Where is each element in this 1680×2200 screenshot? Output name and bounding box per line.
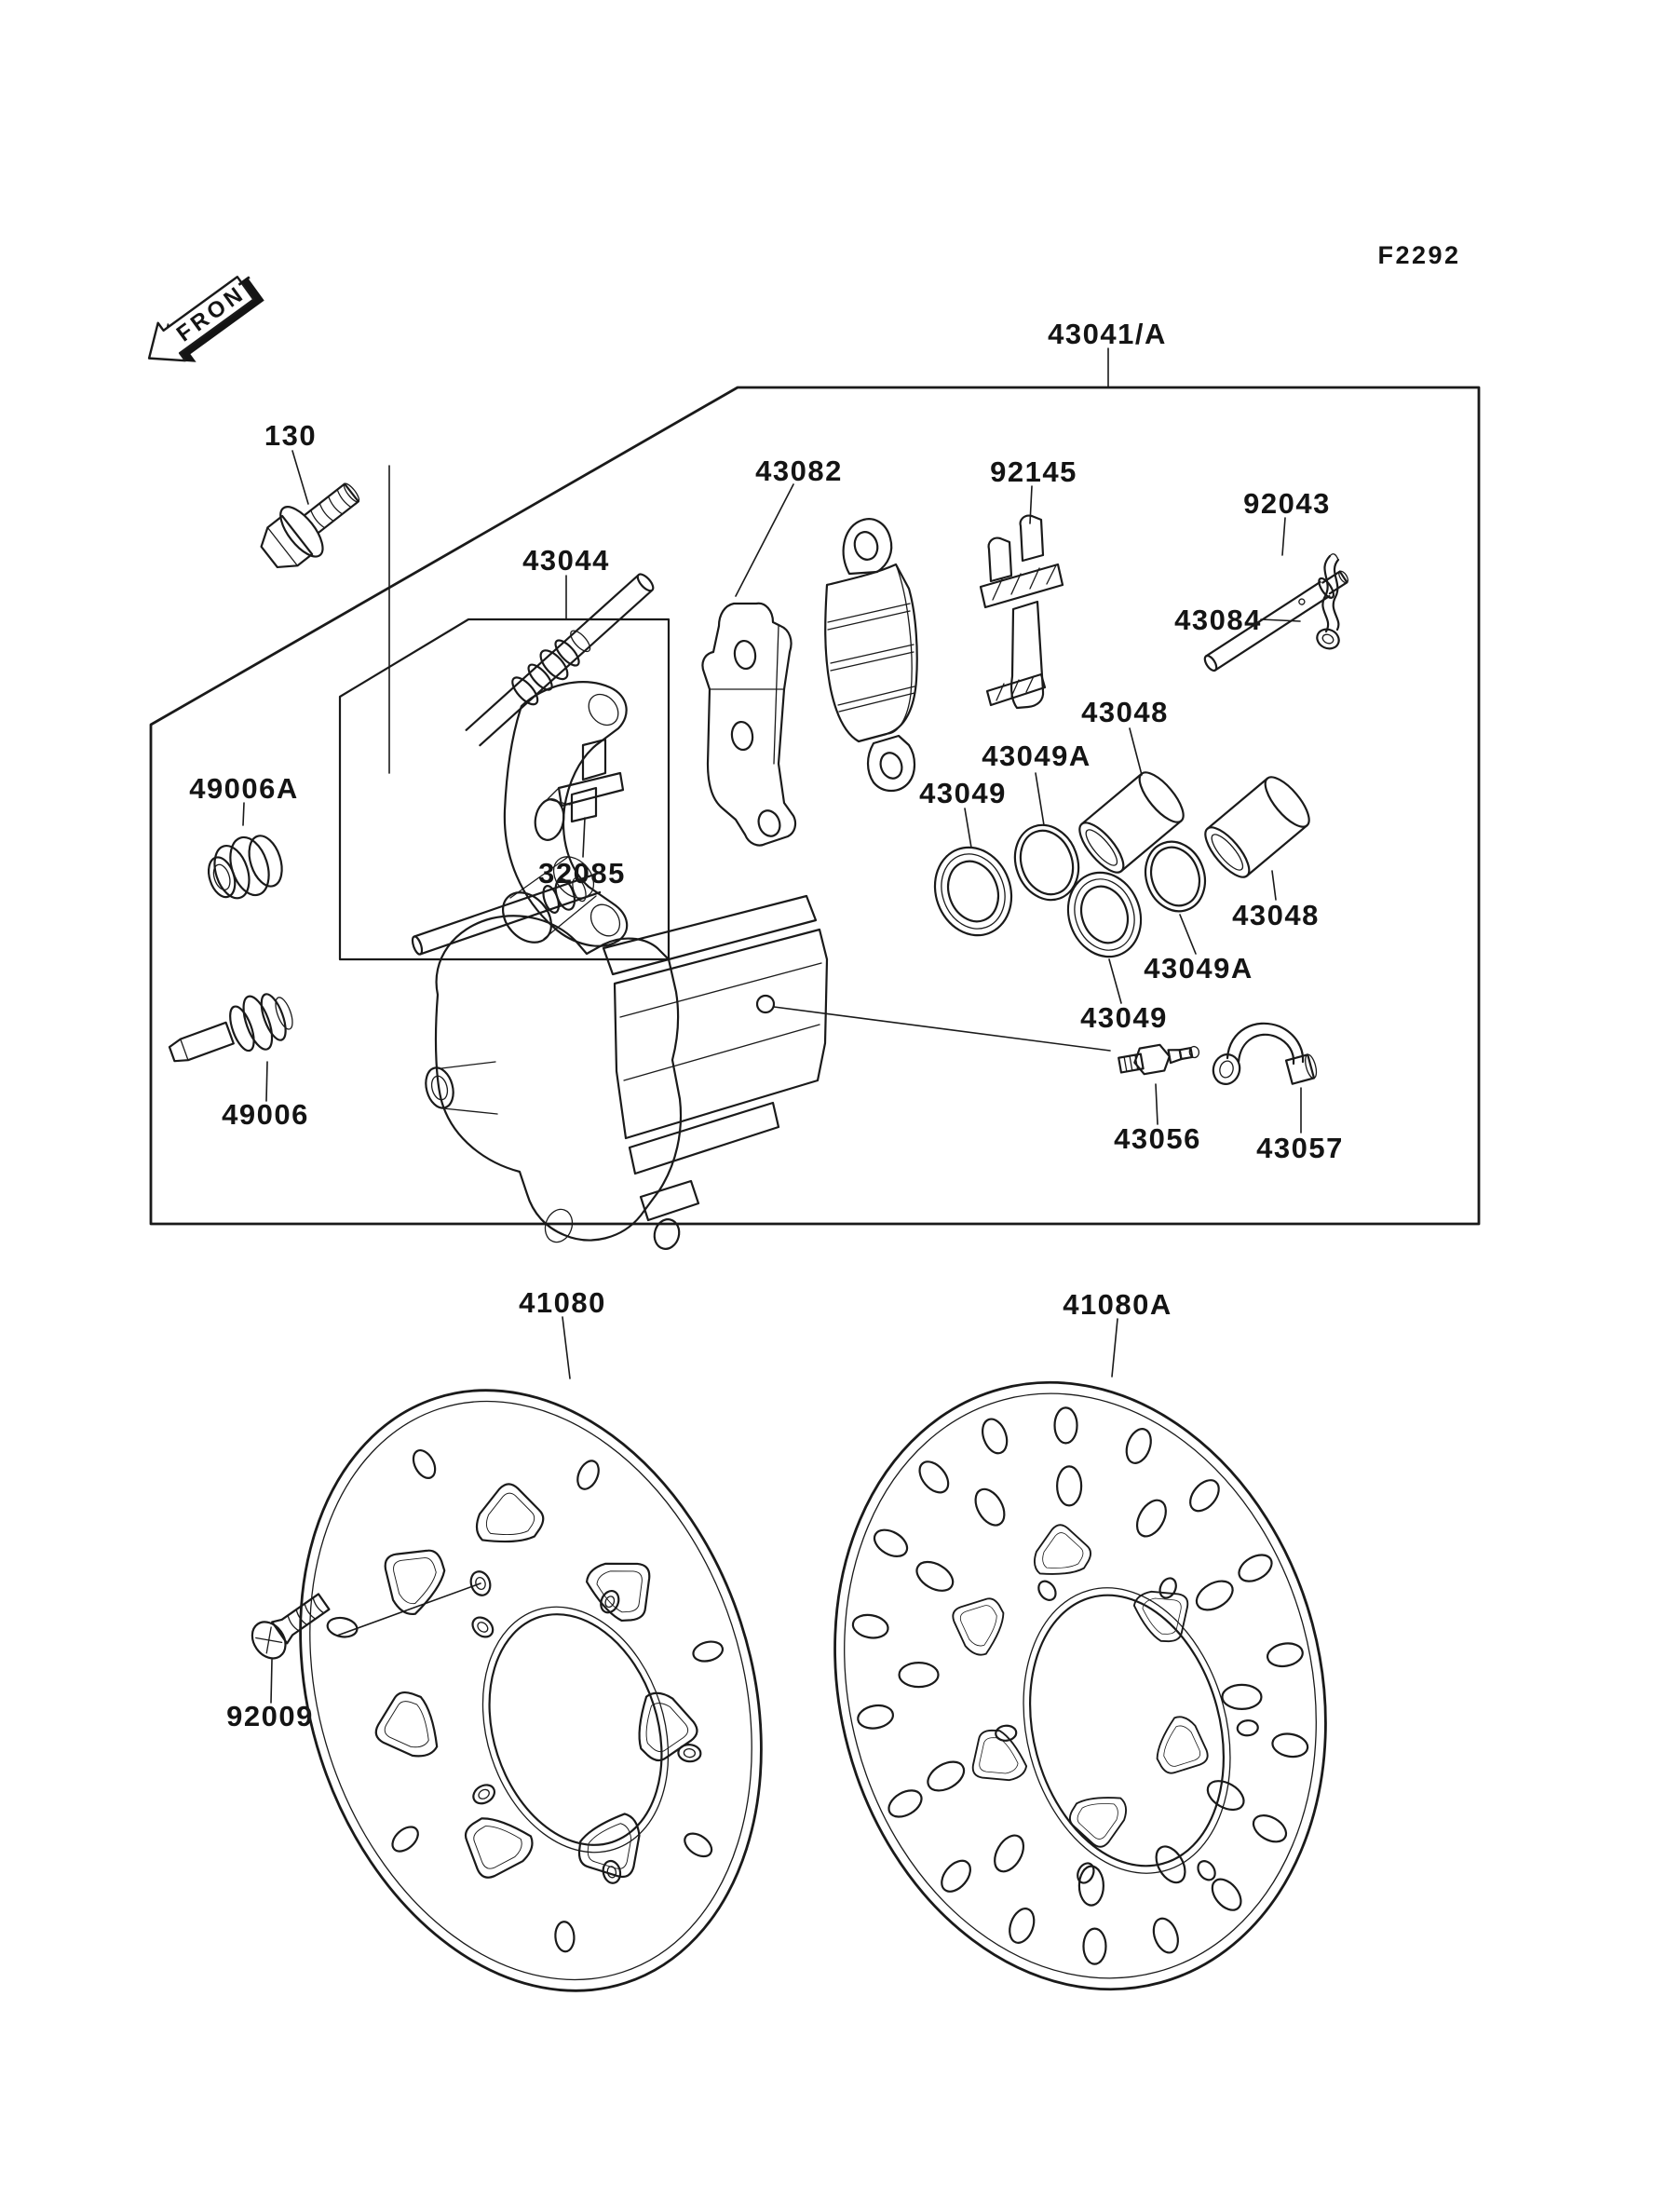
pin-boot-rib-1 (225, 1003, 259, 1053)
callout-43049-upper: 43049 (919, 777, 1007, 809)
holder-upper-eye (583, 688, 625, 731)
pin-shaft (169, 1023, 234, 1065)
left-pad-tab-hole (755, 808, 783, 839)
caliper-rail-upper (603, 896, 816, 974)
disc-vent-hole (1266, 1641, 1305, 1669)
leader-130 (292, 451, 308, 504)
disc-vent-hole (691, 1638, 725, 1664)
figure-code: F2292 (1377, 241, 1461, 269)
caliper-bottom-tang (641, 1181, 698, 1220)
disc-vent-hole (409, 1446, 440, 1482)
part-43049-seal-upper (923, 836, 1023, 946)
disc-mount-hole (470, 1781, 498, 1807)
disc-braking-band-edge (780, 1340, 1380, 2032)
disc-vent-hole (681, 1829, 716, 1861)
spring-prong-1 (1021, 516, 1043, 561)
caliper-banjo-eye (541, 1205, 577, 1245)
holder-upper-pin (461, 566, 660, 751)
disc-vent-hole (936, 1855, 976, 1897)
right-pad-bottom-tab (868, 736, 915, 791)
valve-hex (1132, 1043, 1172, 1075)
disc-petal-chamfer (465, 1821, 524, 1877)
part-43048-piston-lower (1199, 770, 1317, 883)
part-92009-disc-screw (246, 1585, 335, 1664)
leader-41080 (562, 1317, 570, 1378)
front-arrow-label: FRONT (171, 270, 264, 347)
caliper-bleed-port (757, 996, 774, 1012)
right-pad-grooves (828, 604, 915, 712)
pad-pin-end (1202, 654, 1218, 672)
disc-petal-chamfer (381, 1544, 442, 1608)
leader-32085 (583, 818, 585, 857)
left-pad-hole-2 (730, 721, 754, 752)
disc-petal-cutout (367, 1687, 440, 1767)
clip-tab (572, 788, 596, 822)
disc-vent-hole (856, 1703, 895, 1731)
part-43057-hose-guide (1210, 1024, 1318, 1087)
leader-43049a-upper (1036, 773, 1044, 825)
disc-hub-flange (993, 1565, 1260, 1897)
left-pad-edges (710, 626, 784, 764)
disc-vent-hole (885, 1786, 927, 1823)
callout-41080a: 41080A (1063, 1288, 1172, 1321)
disc-mount-hole (996, 1725, 1017, 1742)
callout-43057: 43057 (1256, 1132, 1344, 1164)
disc-vent-hole (851, 1612, 890, 1640)
callout-92043: 92043 (1243, 487, 1331, 520)
disc-vent-hole (388, 1822, 423, 1855)
leader-49006a (243, 803, 244, 825)
disc-vent-hole (969, 1485, 1010, 1530)
guide-cap-body (1286, 1054, 1314, 1083)
part-43049a-seal-lower (1136, 834, 1214, 920)
callout-43048-upper: 43048 (1081, 696, 1169, 728)
guide-eyelet (1210, 1052, 1242, 1087)
leader-43056 (1156, 1084, 1158, 1124)
disc-vent-hole (1005, 1906, 1038, 1947)
disc-vent-hole (1150, 1841, 1191, 1887)
upper-pin-boot-3 (551, 637, 582, 670)
callout-41080: 41080 (519, 1286, 606, 1319)
seal-inner (940, 854, 1006, 929)
spring-band-hatch (993, 565, 1056, 600)
disc-vent-hole (1207, 1874, 1247, 1916)
piston-lower-sides (1208, 779, 1307, 876)
caliper-rail-lower (630, 1103, 779, 1174)
disc-petal-cutout (368, 1532, 454, 1620)
disc-vent-hole (1192, 1575, 1238, 1616)
callout-130: 130 (264, 419, 318, 452)
piston-upper-open-end (1073, 816, 1131, 878)
left-pad-hole-1 (733, 640, 757, 671)
disc-mount-hole-inner (606, 1866, 616, 1879)
part-41080-brake-disc (226, 1330, 836, 2051)
callout-43041a: 43041/A (1048, 318, 1167, 350)
part-43049a-seal-upper (1005, 816, 1089, 909)
disc-mount-hole (1237, 1719, 1258, 1736)
disc-petal-chamfer (969, 1731, 1021, 1785)
disc-vent-hole (989, 1830, 1030, 1876)
disc-outer-edge (768, 1326, 1391, 2044)
disc-hub-bore (461, 1592, 690, 1867)
disc-vent-hole (1083, 1929, 1105, 1964)
disc-vent-hole (1055, 1407, 1077, 1443)
callout-labels (189, 318, 1344, 1732)
disc-vent-hole (978, 1416, 1011, 1457)
disc-petal-cutout (475, 1483, 544, 1542)
callout-43044: 43044 (522, 544, 610, 577)
disc-vent-hole (912, 1556, 957, 1597)
disc-vent-hole (1185, 1474, 1225, 1516)
leader-43082 (736, 484, 793, 596)
disc-hub-bore (1001, 1573, 1253, 1888)
disc-vent-hole (326, 1616, 359, 1639)
disc-petal-cutout (958, 1722, 1031, 1797)
disc-vent-hole (1057, 1466, 1081, 1505)
pin-tip-step (181, 1039, 188, 1061)
caliper-bottom-eye (651, 1216, 682, 1252)
disc-vent-hole (900, 1663, 939, 1687)
seal-outer (923, 836, 1023, 946)
left-pad-backplate (702, 604, 795, 846)
disc-mount-hole (1036, 1578, 1060, 1603)
leader-49006 (266, 1062, 267, 1101)
piston-lower-open-end (1199, 821, 1256, 883)
upper-pin-tip (635, 572, 656, 593)
part-130-mount-bolt (251, 467, 373, 580)
pin-boot-rib-3 (256, 991, 291, 1043)
leader-41080a (1112, 1319, 1118, 1377)
leader-92009 (271, 1660, 272, 1703)
oring-outer (1136, 834, 1214, 920)
callout-43082: 43082 (755, 455, 843, 487)
part-41080a-brake-disc (768, 1326, 1391, 2044)
disc-vent-hole (1131, 1495, 1172, 1541)
disc-petal-cutout (942, 1587, 1009, 1659)
pin-boot-rib-2 (237, 993, 278, 1053)
boot-rib-2 (224, 833, 276, 901)
disc-petal-cutout (570, 1809, 657, 1892)
piston-lower-crown (1258, 770, 1316, 833)
bolt-hex-facets (254, 527, 297, 576)
r-clip-loop-inner (1321, 632, 1335, 645)
disc-vent-hole (1149, 1915, 1183, 1956)
guide-eyelet-hole (1218, 1059, 1235, 1079)
spring-band (981, 564, 1063, 607)
piston-upper-crown (1132, 766, 1190, 828)
disc-vent-hole (1249, 1810, 1291, 1847)
pin-boot-end (272, 996, 295, 1032)
disc-petal-chamfer (378, 1697, 431, 1755)
caliper-inlet-boss-sides (441, 1062, 497, 1114)
part-43048-piston-upper (1073, 766, 1191, 878)
part-43044-caliper-holder (409, 566, 661, 961)
disc-mount-hole (468, 1613, 496, 1640)
disc-vent-hole (1270, 1731, 1309, 1759)
part-92145-pad-spring (981, 516, 1063, 708)
pointer-disc-hole-to-screw (337, 1583, 481, 1636)
disc-vent-hole (554, 1922, 575, 1952)
callout-92145: 92145 (990, 455, 1077, 488)
spring-prong-2 (989, 538, 1011, 581)
disc-vent-hole (870, 1525, 912, 1562)
guide-tube-inner (1239, 1035, 1294, 1064)
pad-pin-cross-hole (1298, 598, 1306, 605)
part-43082-brake-pads (702, 519, 916, 845)
disc-mount-hole-inner (684, 1748, 696, 1758)
bolt-flange (273, 500, 330, 564)
disc-vent-hole (1122, 1426, 1156, 1467)
disc-vent-hole (914, 1457, 954, 1499)
part-49006-slide-pin (162, 985, 299, 1080)
disc-vent-hole (574, 1458, 603, 1492)
disc-mount-hole (1157, 1576, 1179, 1601)
leader-43048-lower (1272, 871, 1276, 900)
right-pad-tab-hole-bottom (877, 750, 905, 781)
r-clip-top-bend (1330, 554, 1338, 560)
leader-43049-lower (1109, 959, 1121, 1003)
callout-49006a: 49006A (189, 772, 299, 805)
caliper-rail-center (615, 930, 827, 1138)
disc-mount-hole (678, 1744, 701, 1762)
boot-mouth (204, 854, 239, 901)
disc-mount-hole-inner (477, 1787, 491, 1800)
right-pad-tab-hole-top (852, 529, 881, 562)
disc-mount-hole (1075, 1861, 1097, 1886)
disc-petal-cutout (1150, 1713, 1218, 1785)
disc-vent-hole (923, 1756, 969, 1797)
caliper-rail-ribs (620, 963, 821, 1080)
callout-43049-lower: 43049 (1080, 1001, 1168, 1034)
leader-43049a-lower (1180, 915, 1196, 954)
holder-lower-eye (585, 899, 626, 942)
callout-43049a-upper: 43049A (982, 740, 1091, 772)
callout-49006: 49006 (222, 1098, 309, 1131)
lower-pin-tip (411, 935, 424, 956)
front-direction-arrow (135, 262, 274, 383)
callout-43048-lower: 43048 (1232, 899, 1320, 931)
disc-petal-chamfer (1140, 1586, 1192, 1639)
callout-92009: 92009 (226, 1700, 314, 1732)
caliper-main-outline (436, 916, 681, 1240)
part-caliper-body (422, 849, 827, 1251)
seal-inner (1074, 880, 1135, 950)
right-pad-top-tab (844, 519, 892, 574)
piston-upper-sides (1082, 774, 1182, 872)
callout-43084: 43084 (1174, 604, 1262, 636)
disc-petal-cutout (454, 1811, 536, 1889)
disc-vent-hole (1079, 1867, 1104, 1906)
disc-vent-hole (1235, 1550, 1277, 1587)
leader-43049-upper (965, 808, 971, 848)
disc-braking-band-edge (238, 1343, 823, 2037)
leader-43048-upper (1130, 728, 1142, 775)
part-43056-bleed-valve (1118, 1039, 1201, 1079)
disc-mount-hole (1195, 1858, 1219, 1883)
disc-outer-edge (226, 1330, 836, 2051)
spring-foot (987, 674, 1045, 705)
part-49006a-boot (200, 828, 289, 907)
leader-92043 (1282, 518, 1285, 555)
part-32085-pad-clip (548, 740, 623, 822)
upper-pin-collar (567, 628, 593, 655)
disc-mount-hole (601, 1859, 622, 1884)
callout-43056: 43056 (1114, 1122, 1201, 1155)
disc-vent-hole (1222, 1685, 1261, 1709)
spring-leg (1011, 602, 1043, 708)
leader-92145 (1030, 486, 1032, 523)
disc-mount-hole-inner (476, 1621, 490, 1635)
disc-hub-flange (453, 1582, 698, 1876)
callout-43049a-lower: 43049A (1144, 952, 1253, 985)
callout-32085: 32085 (538, 857, 626, 890)
